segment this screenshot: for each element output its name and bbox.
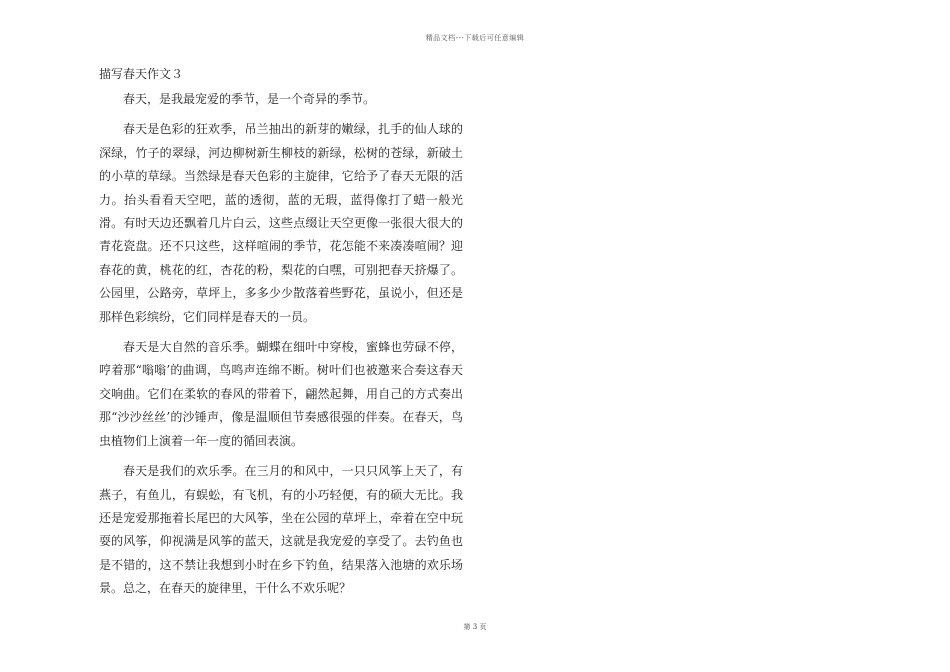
paragraph-music: 春天是大自然的音乐季。蝴蝶在细叶中穿梭，蜜蜂也劳碌不停，哼着那“嗡嗡’的曲调，鸟鸣声连绵不断。树叶们也被邀来合奏这春天交响曲。它们在柔软的春风的带着下，翩然起舞，用自己的方式奏出那“沙沙丝丝’的沙锤声，像是温顺但节奏感很强的伴奏。在春天，鸟虫植物们上演着一年一度的循回表演。 [99, 340, 463, 448]
document-body [99, 65, 463, 608]
paragraph-joy: 春天是我们的欢乐季。在三月的和风中，一只只风筝上天了，有燕子，有鱼儿，有蜈蚣，有飞机，有的小巧轻便，有的硕大无比。我还是宠爱那拖着长尾巴的大风筝，坐在公园的草坪上，牵着在空中玩耍的风筝，仰视满是风筝的蓝天，这就是我宠爱的享受了。去钓鱼也是不错的，这不禁让我想到小时在乡下钓鱼，结果落入池塘的欢乐场景。总之，在春天的旋律里，干什么不欢乐呢？ [99, 464, 463, 596]
page-number: 第 3 页 [463, 623, 487, 631]
document-title: 描写春天作文３ [99, 67, 184, 81]
paragraph-intro: 春天，是我最宠爱的季节，是一个奇异的季节。 [123, 92, 376, 106]
paragraph-colors: 春天是色彩的狂欢季，吊兰抽出的新芽的嫩绿，扎手的仙人球的深绿，竹子的翠绿，河边柳树新生柳枝的新绿，松树的苍绿，新破土的小草的草绿。当然绿是春天色彩的主旋律，它给予了春天无限的活力。抬头看看天空吧，蓝的透彻，蓝的无瑕，蓝得像打了蜡一般光滑。有时天边还飘着几片白云，这些点缀让天空更像一张很大很大的青花瓷盘。还不只这些，这样喧闹的季节，花怎能不来凑凑喧闹？迎春花的黄，桃花的红，杏花的粉，梨花的白嘿，可别把春天挤爆了。公园里，公路旁，草坪上，多多少少散落着些野花，虽说小，但还是那样色彩缤纷，它们同样是春天的一员。 [99, 122, 463, 324]
page-header: 精品文档---下载后可任意编辑 [425, 34, 525, 42]
